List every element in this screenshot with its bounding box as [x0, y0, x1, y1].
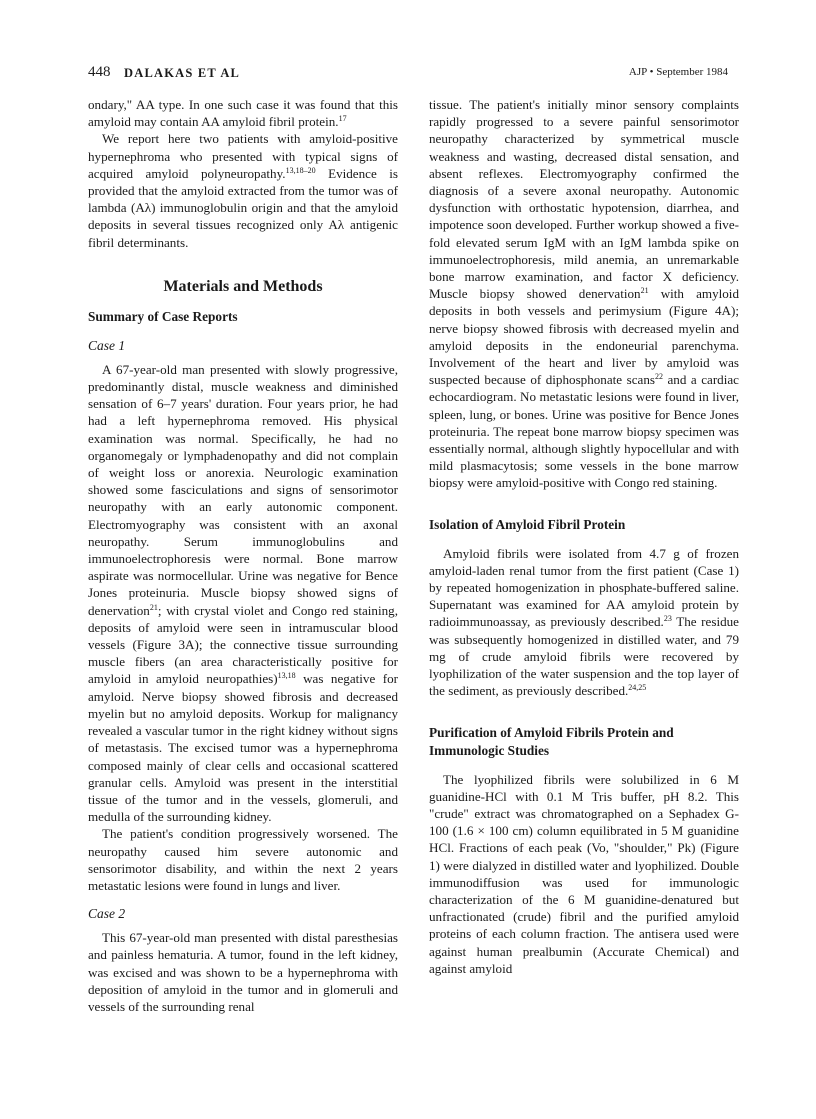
- citation: 17: [338, 114, 347, 124]
- citation: 13,18–20: [285, 165, 316, 175]
- case-heading: Case 2: [88, 906, 126, 922]
- intro-paragraph: We report here two patients with amyloid-positive hypernephroma who presented with typical signs of acquired amyloid polyneuropathy.$^{13,18-20}$ Evidence is provided that the amyloid extracted from the tumor was of lambda (Aλ) immunoglobulin origin and that the amyloid deposits in several tissues recognized only Aλ antigenic fibril determinants.: [88, 131, 398, 250]
- journal-info: AJP • September 1984: [628, 66, 728, 78]
- citation: 23: [663, 614, 672, 624]
- citation: 24,25: [628, 683, 647, 693]
- citation: 22: [654, 372, 663, 382]
- intro-paragraph-continued: ondary," AA type. In one such case it was found that this amyloid may contain AA amyloid fibril protein.$^{17}$: [88, 97, 398, 130]
- subsection-heading: Summary of Case Reports: [88, 308, 238, 324]
- subsection-heading: Purification of Amyloid Fibrils Protein and Immunologic Studies: [429, 724, 674, 758]
- page-number: 448: [88, 64, 111, 80]
- citation: 13,18: [277, 671, 296, 681]
- section-heading: Materials and Methods: [163, 277, 323, 295]
- citation: 21: [640, 286, 649, 296]
- left-column: [88, 96, 398, 1015]
- running-head: DALAKAS ET AL: [124, 66, 241, 80]
- right-column: [429, 96, 739, 977]
- subsection-heading: Isolation of Amyloid Fibril Protein: [429, 516, 626, 532]
- citation: 21: [149, 602, 158, 612]
- purification-paragraph: The lyophilized fibrils were solubilized in 6 M guanidine-HCl with 0.1 M Tris buffer, pH 8.2. This "crude" extract was chromatographed on a Sephadex G-100 (1.6 × 100 cm) column equilibrated in 5 M guanidine HCl. Fractions of each peak (Vo, "shoulder," Pk) (Figure 1) were dialyzed in distilled water and lyophilized. Double immunodiffusion was used for immunologic characterization of the 6 M guanidine-denatured but unfractionated (crude) fibril and the purified amyloid proteins of each column fraction. The antisera used were against human prealbumin (Accurate Chemical) and against amyloid: [429, 771, 739, 976]
- case2-paragraph-continued: tissue. The patient's initially minor sensory complaints rapidly progressed to a severe painful sensorimotor neuropathy characterized by symmetrical muscle weakness and wasting, decreased distal sensation, and absent reflexes. Electromyography confirmed the diagnosis of a severe axonal neuropathy. Autonomic dysfunction with orthostatic hypotension, diarrhea, and impotence soon developed. Further workup showed a five-fold elevated serum IgM with an IgM lambda spike on immunoelectrophoresis, mild anemia, an unremarkable bone marrow examination, and factor X deficiency. Muscle biopsy showed denervation$^{21}$ with amyloid deposits in both vessels and perimysium (Figure 4A); nerve biopsy showed fibrosis with decreased myelin and amyloid deposits in the endoneurial parenchyma. Involvement of the heart and liver by amyloid was suspected because of diphosphonate scans$^{22}$ and a cardiac echocardiogram. No metastatic lesions were found in liver, spleen, lung, or bones. Urine was positive for Bence Jones proteinuria. The repeat bone marrow biopsy specimen was essentially normal, although slightly hypocellular and with mild plasmacytosis; some vessels in the bone marrow biopsy were amyloid-positive with Congo red staining.: [429, 97, 739, 491]
- isolation-paragraph: Amyloid fibrils were isolated from 4.7 g of frozen amyloid-laden renal tumor from the first patient (Case 1) by repeated homogenization in phosphate-buffered saline. Supernatant was examined for AA amyloid protein by radioimmunoassay, as previously described.$^{23}$ The residue was subsequently homogenized in distilled water, and 79 mg of crude amyloid fibrils were recovered by lyophilization of the water suspension and the top layer of the sediment, as previously described.$^{24,25}$: [429, 545, 739, 699]
- case1-paragraph-2: The patient's condition progressively worsened. The neuropathy caused him severe autonomic and sensorimotor disability, and within the next 2 years metastatic lesions were found in lungs and liver.: [88, 826, 398, 893]
- case1-paragraph: A 67-year-old man presented with slowly progressive, predominantly distal, muscle weakness and diminished sensation of 6–7 years' duration. Four years prior, he had had a left hypernephroma removed. His physical examination was normal. Specifically, he had no organomegaly or lymphadenopathy and did not complain of weight loss or anorexia. Neurologic examination showed some fasciculations and signs of sensorimotor neuropathy with an early autonomic component. Electromyography was consistent with an axonal neuropathy. Serum immunoglobulins and immunoelectrophoresis were normal. Bone marrow aspirate was normocellular. Urine was negative for Bence Jones proteinuria. Muscle biopsy showed signs of denervation$^{21}$; with crystal violet and Congo red staining, deposits of amyloid were seen in intramuscular blood vessels (Figure 3A); the connective tissue surrounding muscle fibers (an area characteristically positive for amyloid in amyloid neuropathies)$^{13,18}$ was negative for amyloid. Nerve biopsy showed fibrosis and decreased myelin but no amyloid deposits. Workup for malignancy revealed a vascular tumor in the right kidney without signs of metastasis. The excised tumor was a hypernephroma composed mainly of clear cells and occasional scattered granular cells. Amyloid was present in the interstitial tissue of the tumor and in the vessels, glomeruli, and medulla of the surrounding kidney.: [88, 361, 398, 825]
- case2-paragraph: This 67-year-old man presented with distal paresthesias and painless hematuria. A tumor, found in the left kidney, was excised and was shown to be a hypernephroma with deposition of amyloid in the tumor and in glomeruli and vessels of the surrounding renal: [88, 930, 398, 1014]
- case-heading: Case 1: [88, 337, 126, 353]
- page-header: [88, 64, 728, 84]
